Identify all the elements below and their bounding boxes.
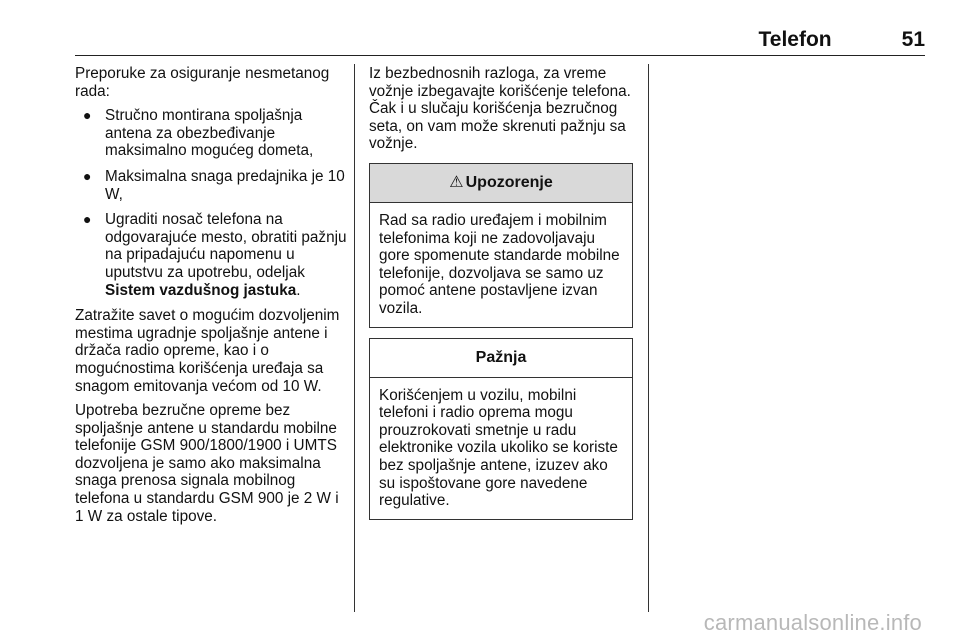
section-reference-link[interactable]: Sistem vazdušnog jastuka bbox=[105, 281, 297, 299]
page-title: Telefon bbox=[758, 28, 832, 51]
list-item-end: . bbox=[296, 281, 301, 299]
page-header bbox=[75, 26, 925, 54]
warning-title: Upozorenje bbox=[465, 174, 553, 192]
warning-header bbox=[370, 164, 632, 203]
left-column bbox=[75, 65, 347, 532]
notice-title: Pažnja bbox=[475, 348, 527, 366]
bullet-icon: ● bbox=[83, 211, 92, 228]
list-item-text: Ugraditi nosač telefona na odgovarajuće mesto, obratiti pažnju na pripadajuću napomenu u uputstvu za upotrebu, odeljak bbox=[105, 211, 347, 281]
list-item bbox=[75, 107, 347, 160]
paragraph: Upotreba bezručne opreme bez spoljašnje antene u standardu mobilne telefonije GSM 900/1800/1900 i UMTS dozvoljena je samo ako maksimalna snaga prenosa signala mobilnog telefona u standardu GSM 900 je 2 W i 1 W za ostale tipove. bbox=[75, 402, 339, 525]
notice-header bbox=[370, 339, 632, 378]
column-divider-1 bbox=[354, 64, 355, 612]
bullet-icon: ● bbox=[83, 107, 92, 124]
list-item bbox=[75, 211, 347, 299]
notice-box bbox=[369, 338, 633, 520]
header-divider bbox=[75, 55, 925, 56]
list-item-text: Stručno montirana spoljašnja antena za obezbeđivanje maksimalno mogućeg dometa, bbox=[105, 107, 314, 160]
right-column bbox=[369, 65, 633, 520]
warning-body: Rad sa radio uređajem i mobilnim telefonima koji ne zadovoljavaju gore spomenute standarde mobilne telefonije, dozvoljava se samo uz pomoć antene postavljene izvan vozila. bbox=[379, 211, 620, 317]
list-item bbox=[75, 168, 347, 203]
paragraph: Zatražite savet o mogućim dozvoljenim mestima ugradnje spoljašnje antene i držača radio opreme, kao i o mogućnostima korišćenja uređaja sa snagom emitovanja većom od 10 W. bbox=[75, 307, 340, 395]
intro-text: Iz bezbednosnih razloga, za vreme vožnje izbegavajte korišćenje telefona. Čak i u slučaju korišćenja bezručnog seta, on vam može skrenuti pažnju sa vožnje. bbox=[369, 65, 631, 153]
warning-triangle-icon: ⚠ bbox=[449, 174, 464, 192]
recommendation-list bbox=[75, 107, 347, 299]
column-divider-2 bbox=[648, 64, 649, 612]
intro-text: Preporuke za osiguranje nesmetanog rada: bbox=[75, 65, 330, 100]
watermark: carmanualsonline.info bbox=[703, 610, 922, 635]
notice-body: Korišćenjem u vozilu, mobilni telefoni i radio oprema mogu prouzrokovati smetnje u radu elektronike vozila ukoliko se koriste bez spoljašnje antene, izuzev ako su ispoštovane gore navedene regulative. bbox=[379, 386, 618, 510]
warning-box bbox=[369, 163, 633, 328]
page-number: 51 bbox=[901, 28, 925, 51]
bullet-icon: ● bbox=[83, 167, 92, 184]
list-item-text: Maksimalna snaga predajnika je 10 W, bbox=[105, 167, 345, 203]
